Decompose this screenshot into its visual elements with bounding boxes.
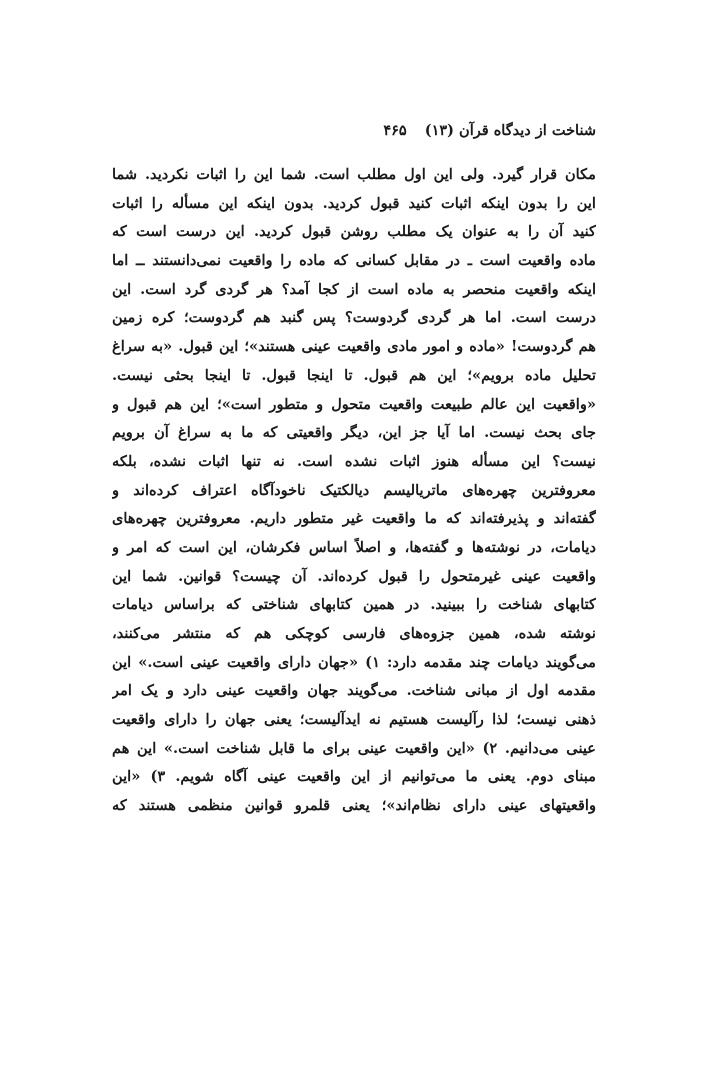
text-line: ماده واقعیت است ـ در مقابل کسانی که ماده را واقعیت نمی‌دانستند ــ اما (112, 252, 596, 270)
text-line: معروفترین چهره‌های ماتریالیسم دیالکتیک ناخودآگاه اعتراف کرده‌اند و (112, 481, 596, 499)
text-line: نیست؟ این مسأله هنوز اثبات نشده است. نه تنها اثبات نشده، بلکه (112, 452, 596, 470)
text-line: اینکه واقعیت منحصر به ماده است از کجا آمد؟ هر گردی گرد است. این (112, 280, 596, 298)
text-line: «واقعیت این عالم طبیعت واقعیت متحول و متطور است»؛ این هم قبول و (112, 395, 596, 413)
text-line: دیامات، در نوشته‌ها و گفته‌ها، و اصلاً اساس فکرشان، این است که امر و (112, 538, 596, 556)
text-line: عینی می‌دانیم. ۲) «این واقعیت عینی برای ما قابل شناخت است.» این هم (112, 739, 596, 757)
text-line: می‌گویند دیامات چند مقدمه دارد: ۱) «جهان دارای واقعیت عینی است.» این (112, 653, 596, 671)
text-line: ذهنی نیست؛ لذا رآلیست هستیم نه ایدآلیست؛ یعنی جهان را دارای واقعیت (112, 711, 596, 729)
text-line: تحلیل ماده برویم»؛ این هم قبول. تا اینجا قبول. تا اینجا بحثی نیست. (112, 366, 596, 384)
text-line: کنید آن را به عنوان یک مطلب روشن قبول کردید. این درست است که (112, 223, 596, 241)
text-line: هم گردوست! «ماده و امور مادی واقعیت عینی هستند»؛ این قبول. «به سراغ (112, 338, 596, 356)
text-line: جای بحث نیست. اما آیا جز این، دیگر واقعیتی که ما به سراغ آن برویم (112, 424, 596, 442)
running-head (112, 121, 596, 141)
text-line: کتابهای شناخت را ببینید. در همین کتابهای شناختی که براساس دیامات (112, 596, 596, 614)
text-line: گفته‌اند و پذیرفته‌اند که ما واقعیت غیر متطور داریم. معروفترین چهره‌های (112, 510, 596, 528)
text-line: درست است. اما هر گردی گردوست؟ پس گنبد هم گردوست؛ کره زمین (112, 309, 596, 327)
text-line: مکان قرار گیرد. ولی این اول مطلب است. شما این را اثبات نکردید. شما (112, 166, 596, 183)
page-number: ۴۶۵ (383, 122, 407, 139)
text-line: مقدمه اول از مبانی شناخت. می‌گویند جهان واقعیت عینی دارد و یک امر (112, 682, 596, 700)
body-text (112, 161, 596, 821)
text-line: مبنای دوم. یعنی ما می‌توانیم از این واقعیت عینی آگاه شویم. ۳) «این (112, 768, 596, 786)
text-line: نوشته شده، همین جزوه‌های فارسی کوچکی هم که منتشر می‌کنند، (112, 625, 596, 642)
text-line: واقعیت عینی غیرمتحول را قبول کرده‌اند. آن چیست؟ قوانین. شما این (112, 567, 596, 585)
running-head-title: شناخت از دیدگاه قرآن (۱۳) (424, 122, 596, 139)
text-line: واقعیتهای عینی دارای نظام‌اند»؛ یعنی قلمرو قوانین منظمی هستند که (112, 797, 596, 815)
text-line: این را بدون اینکه اثبات کنید قبول کردید. بدون اینکه این مسأله را اثبات (112, 194, 596, 212)
